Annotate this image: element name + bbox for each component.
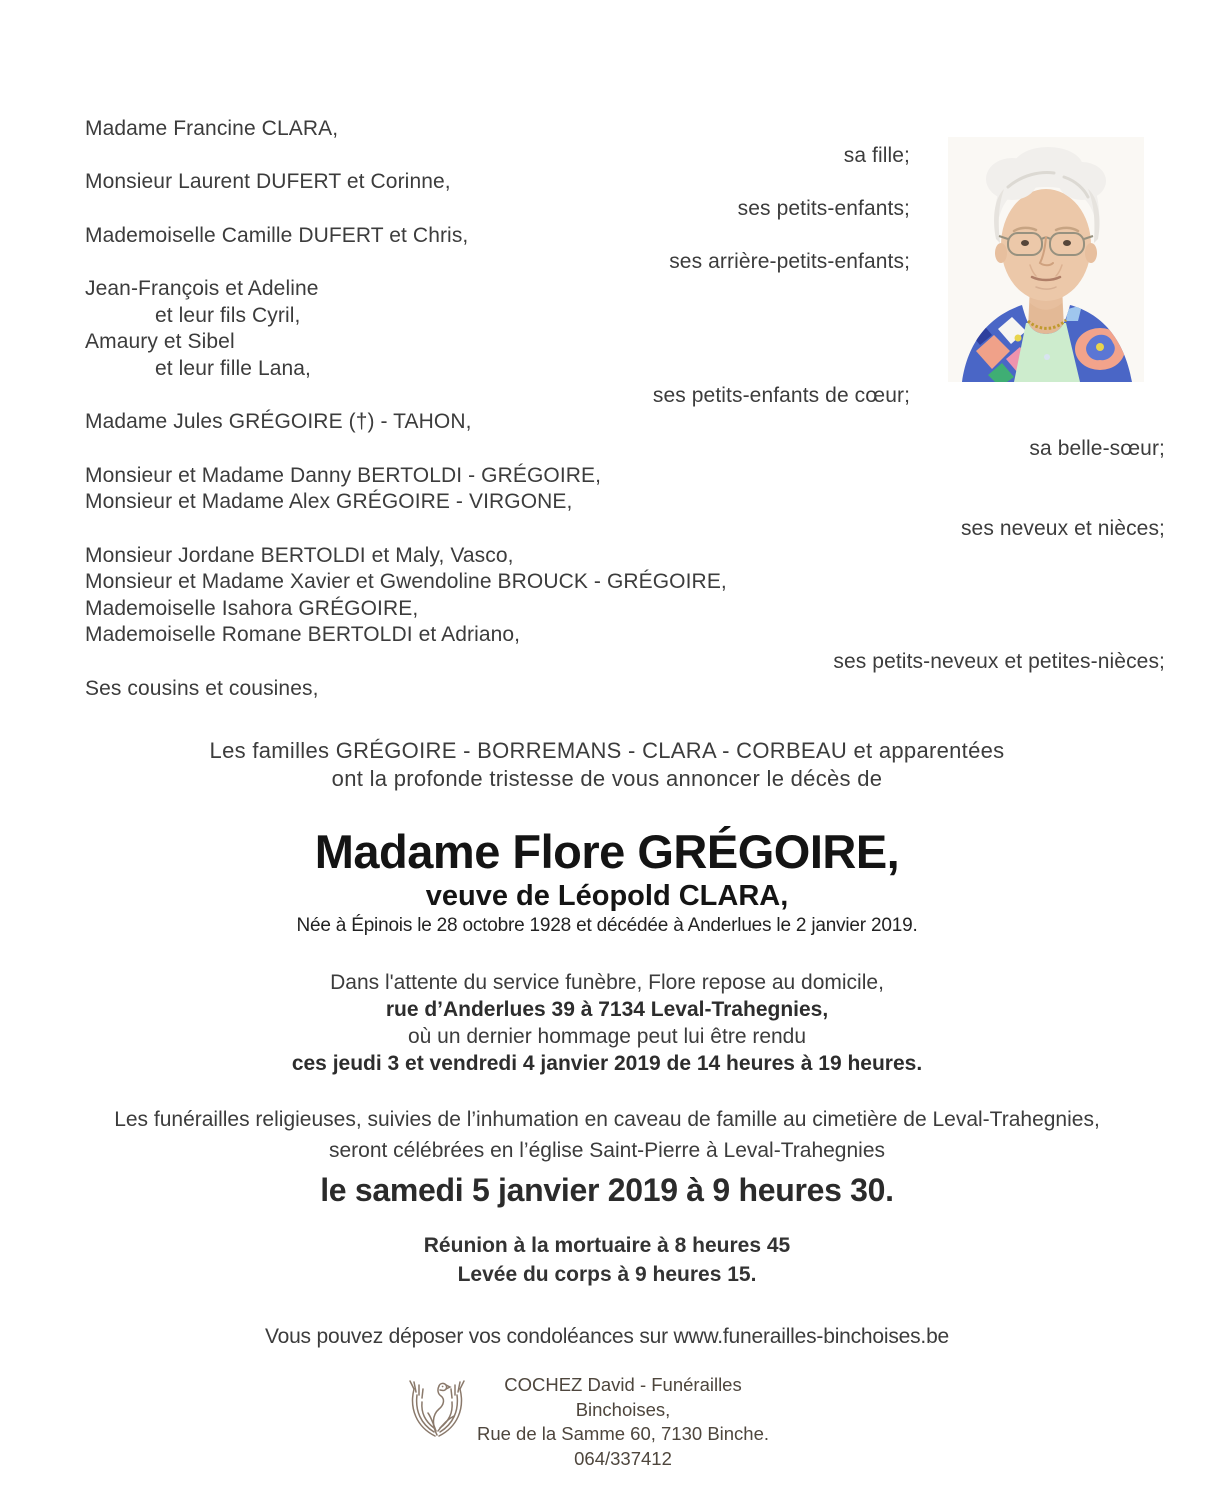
funeral-line: seront célébrées en l’église Saint-Pierre à Leval-Trahegnies (328, 1139, 886, 1162)
schedule-section (0, 1231, 1214, 1289)
visitation-dates: ces jeudi 3 et vendredi 4 janvier 2019 de 14 heures à 19 heures. (291, 1052, 923, 1075)
relationship-label: ses petits-enfants; (737, 196, 910, 220)
mourner-line: et leur fille Lana, (155, 356, 311, 380)
schedule-line: Levée du corps à 9 heures 15. (457, 1263, 757, 1286)
funeral-home-phone: 064/337412 (574, 1447, 672, 1469)
mourner-line: Monsieur et Madame Danny BERTOLDI - GRÉGOIRE, (85, 463, 602, 487)
families-announcement (0, 737, 1214, 793)
mourner-line: Mademoiselle Romane BERTOLDI et Adriano, (85, 623, 521, 647)
funeral-line: Les funérailles religieuses, suivies de l’inhumation en caveau de famille au cimetière de Leval-Trahegnies, (114, 1108, 1100, 1131)
funeral-home-logo (404, 1365, 470, 1439)
mourner-line: Jean-François et Adeline (85, 276, 319, 300)
repose-address: rue d’Anderlues 39 à 7134 Leval-Trahegnies, (385, 998, 829, 1021)
widow-line: veuve de Léopold CLARA, (425, 880, 789, 912)
families-line: Les familles GRÉGOIRE - BORREMANS - CLARA - CORBEAU et apparentées (209, 738, 1005, 763)
mourner-line: Ses cousins et cousines, (85, 676, 319, 700)
relationship-label: sa belle-sœur; (1029, 436, 1165, 460)
funeral-home-footer (0, 1363, 1214, 1473)
schedule-line: Réunion à la mortuaire à 8 heures 45 (423, 1234, 791, 1257)
mourner-line: Monsieur Laurent DUFERT et Corinne, (85, 170, 451, 194)
announcement-line: ont la profonde tristesse de vous annoncer le décès de (331, 766, 883, 791)
mourner-line: Mademoiselle Isahora GRÉGOIRE, (85, 596, 419, 620)
deceased-name: Madame Flore GRÉGOIRE, (314, 825, 900, 878)
mourner-line: et leur fils Cyril, (155, 303, 301, 327)
service-line: Dans l'attente du service funèbre, Flore repose au domicile, (330, 971, 884, 994)
service-line: où un dernier hommage peut lui être rendu (407, 1025, 807, 1048)
mourner-line: Madame Jules GRÉGOIRE (†) - TAHON, (85, 410, 472, 434)
mourner-line: Amaury et Sibel (85, 330, 235, 354)
deceased-section (0, 826, 1214, 937)
mourner-line: Madame Francine CLARA, (85, 117, 339, 140)
service-section (0, 969, 1214, 1077)
funeral-section (0, 1104, 1214, 1210)
phoenix-wings-icon (404, 1365, 470, 1439)
mourner-line: Monsieur et Madame Xavier et Gwendoline BROUCK - GRÉGOIRE, (85, 570, 727, 594)
relationship-label: ses neveux et nièces; (960, 516, 1165, 540)
funeral-date-line: le samedi 5 janvier 2019 à 9 heures 30. (320, 1172, 894, 1208)
birth-death-line: Née à Épinois le 28 octobre 1928 et décédée à Anderlues le 2 janvier 2019. (296, 915, 918, 936)
funeral-home-details (470, 1373, 776, 1471)
relationship-label: ses petits-neveux et petites-nièces; (833, 650, 1165, 674)
funeral-home-address: Rue de la Samme 60, 7130 Binche. (476, 1423, 770, 1444)
portrait-photo (948, 137, 1144, 382)
condolences-line: Vous pouvez déposer vos condoléances sur www.funerailles-binchoises.be (264, 1325, 950, 1348)
mourner-line: Monsieur et Madame Alex GRÉGOIRE - VIRGONE, (85, 490, 573, 514)
relationship-label: ses petits-enfants de cœur; (652, 383, 910, 407)
portrait-illustration (948, 137, 1144, 382)
relationship-label: ses arrière-petits-enfants; (669, 250, 910, 274)
relationship-label: sa fille; (843, 143, 910, 167)
mourner-line: Mademoiselle Camille DUFERT et Chris, (85, 223, 469, 247)
mourner-line: Monsieur Jordane BERTOLDI et Maly, Vasco, (85, 543, 514, 567)
funeral-home-name: COCHEZ David - Funérailles Binchoises, (504, 1374, 742, 1420)
